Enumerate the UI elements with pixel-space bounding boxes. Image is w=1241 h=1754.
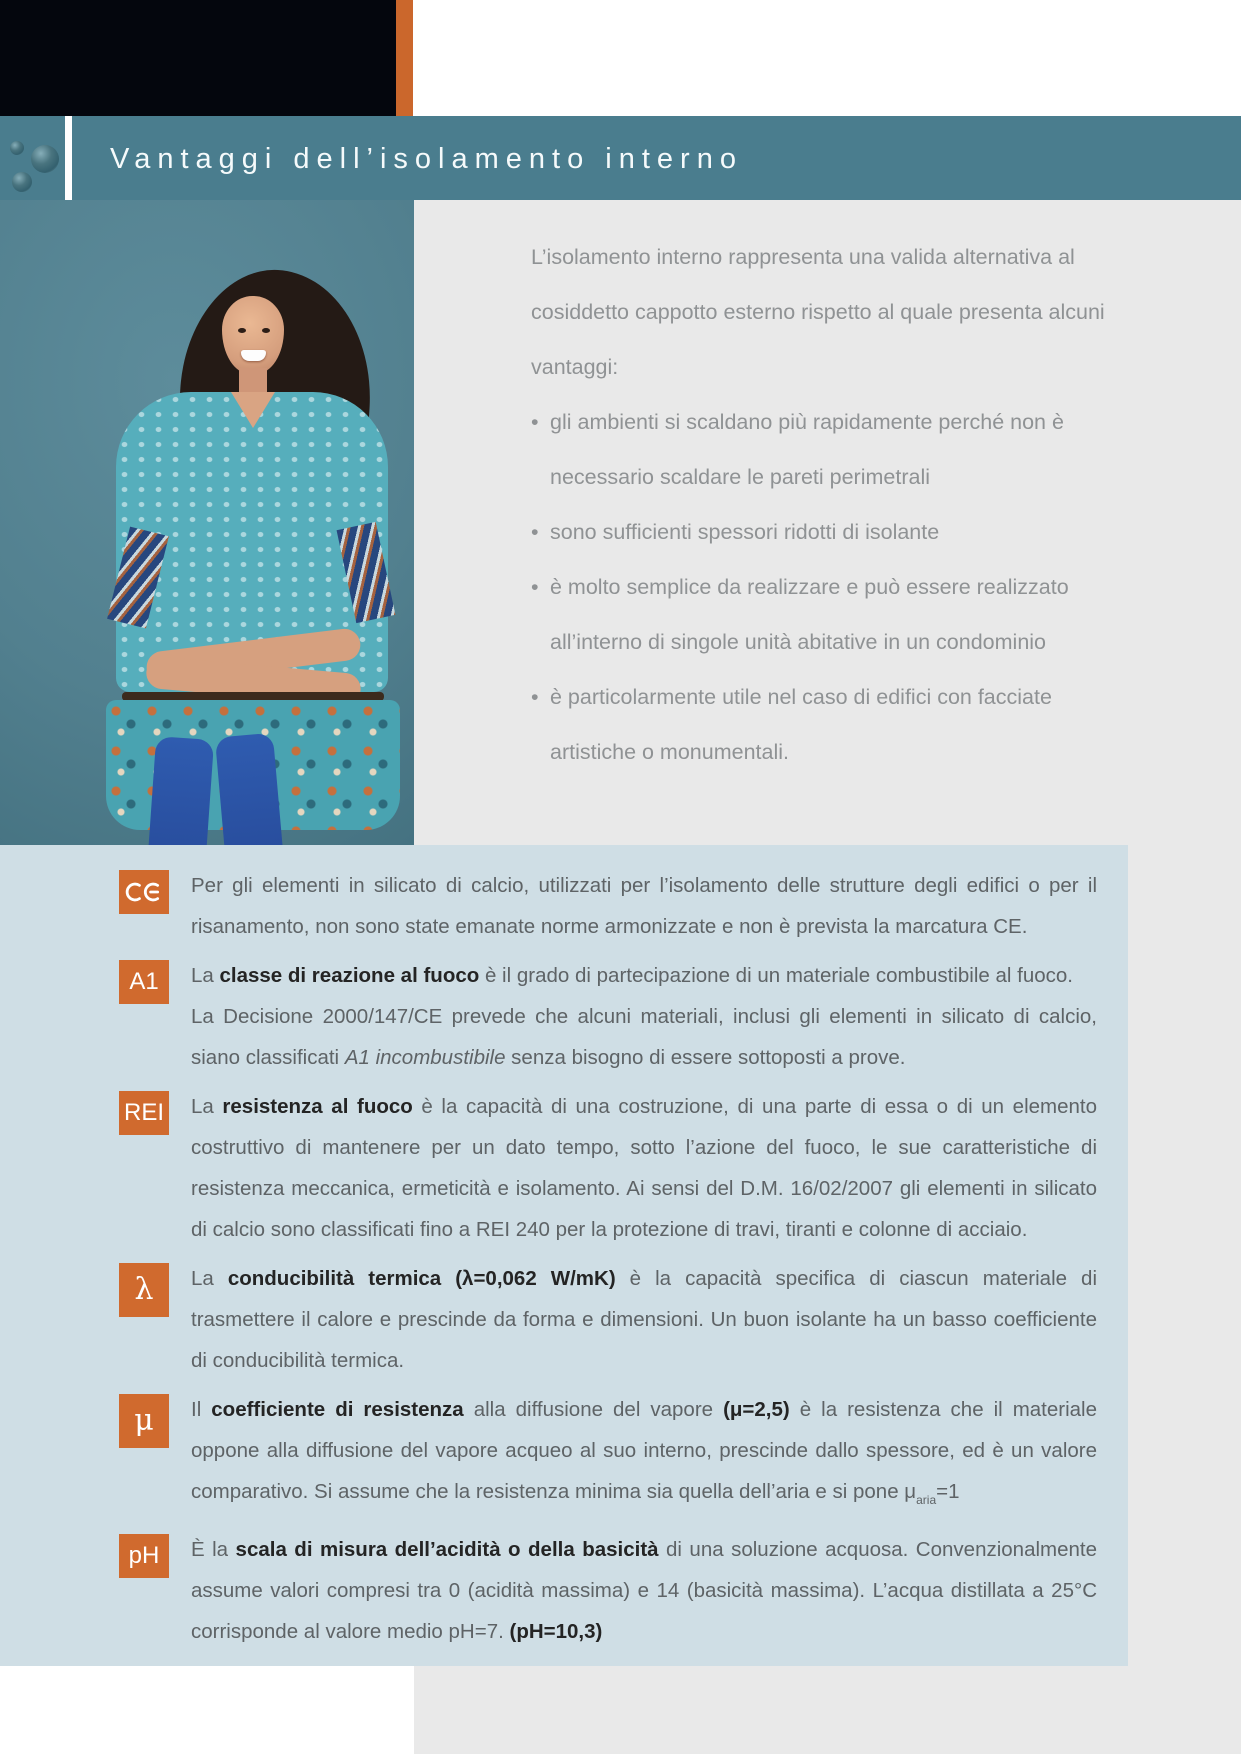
title-divider (65, 116, 72, 200)
woman-leg (215, 733, 283, 845)
glossary-entry-ph (119, 1529, 1128, 1652)
woman-eye (238, 328, 246, 333)
glossary-text-mu: Il coefficiente di resistenza alla diffusione del vapore (μ=2,5) è la resistenza che il materiale oppone alla diffusione del vapore acqueo al suo interno, prescinde dallo spessore, ed è un valore comparativo. Si assume che la resistenza minima sia quella dell’aria e si pone $\mu_{aria}=1$ (191, 1398, 1098, 1507)
intro-paragraph: L’isolamento interno rappresenta una valida alternativa al cosiddetto cappotto esterno rispetto al quale presenta alcuni vantaggi: (531, 245, 1105, 379)
portrait-photo (0, 200, 414, 845)
ce-mark-icon (125, 882, 163, 902)
glossary-entry-mu (119, 1389, 1128, 1521)
info-band (0, 845, 1128, 1666)
title-bar (0, 116, 1241, 200)
rei-badge: REI (119, 1091, 169, 1135)
page-title: Vantaggi dell’isolamento interno (110, 143, 743, 175)
woman-leg (148, 736, 214, 845)
woman-face (222, 296, 284, 374)
bubble-icon (31, 145, 59, 173)
glossary-entries (119, 865, 1128, 1652)
advantage-item: • è particolarmente utile nel caso di edifici con facciate artistiche o monumentali. (531, 670, 1131, 780)
ph-badge: pH (119, 1534, 169, 1578)
ce-badge (119, 870, 169, 914)
header-black-block (0, 0, 396, 116)
advantage-item: • sono sufficienti spessori ridotti di isolante (531, 505, 1131, 560)
advantage-item: • è molto semplice da realizzare e può essere realizzato all’interno di singole unità abitative in un condominio (531, 560, 1131, 670)
glossary-text-a1: La classe di reazione al fuoco è il grado di partecipazione di un materiale combustibile al fuoco. La Decisione 2000/147/CE prevede che alcuni materiali, inclusi gli elementi in silicato di calcio, siano classificati A1 incombustibile senza bisogno di essere sottoposti a prove. (191, 964, 1097, 1069)
intro-section (531, 230, 1131, 780)
bubble-icon (10, 141, 24, 155)
glossary-entry-ce (119, 865, 1128, 947)
glossary-text-rei: La resistenza al fuoco è la capacità di una costruzione, di una parte di essa o di un elemento costruttivo di mantenere per un dato tempo, sotto l’azione del fuoco, le sue caratteristiche di resistenza meccanica, ermeticità e isolamento. Ai sensi del D.M. 16/02/2007 gli elementi in silicato di calcio sono classificati fino a REI 240 per la protezione di travi, tiranti e colonne di acciaio. (191, 1095, 1098, 1241)
glossary-entry-a1 (119, 955, 1128, 1078)
glossary-entry-rei (119, 1086, 1128, 1250)
glossary-text-lambda: La conducibilità termica (λ=0,062 W/mK) è la capacità specifica di ciascun materiale di trasmettere il calore e prescinde da forma e dimensioni. Un buon isolante ha un basso coefficiente di conducibilità termica. (191, 1267, 1098, 1372)
lambda-badge: λ (119, 1263, 169, 1317)
advantages-list (531, 395, 1131, 780)
a1-badge: A1 (119, 960, 169, 1004)
orange-accent-stripe (396, 0, 413, 116)
glossary-text-ph: È la scala di misura dell’acidità o della basicità di una soluzione acquosa. Convenzionalmente assume valori compresi tra 0 (acidità massima) e 14 (basicità massima). L’acqua distillata a 25°C corrisponde al valore medio pH=7. (pH=10,3) (191, 1538, 1098, 1643)
woman-smile (241, 350, 266, 361)
glossary-text-ce: Per gli elementi in silicato di calcio, utilizzati per l’isolamento delle strutture degli edifici o per il risanamento, non sono state emanate norme armonizzate e non è prevista la marcatura CE. (191, 874, 1097, 938)
mu-badge: μ (119, 1394, 169, 1448)
glossary-entry-lambda (119, 1258, 1128, 1381)
advantage-item: • gli ambienti si scaldano più rapidamente perché non è necessario scaldare le pareti perimetrali (531, 395, 1131, 505)
woman-eye (262, 328, 270, 333)
bubble-icon (12, 172, 32, 192)
